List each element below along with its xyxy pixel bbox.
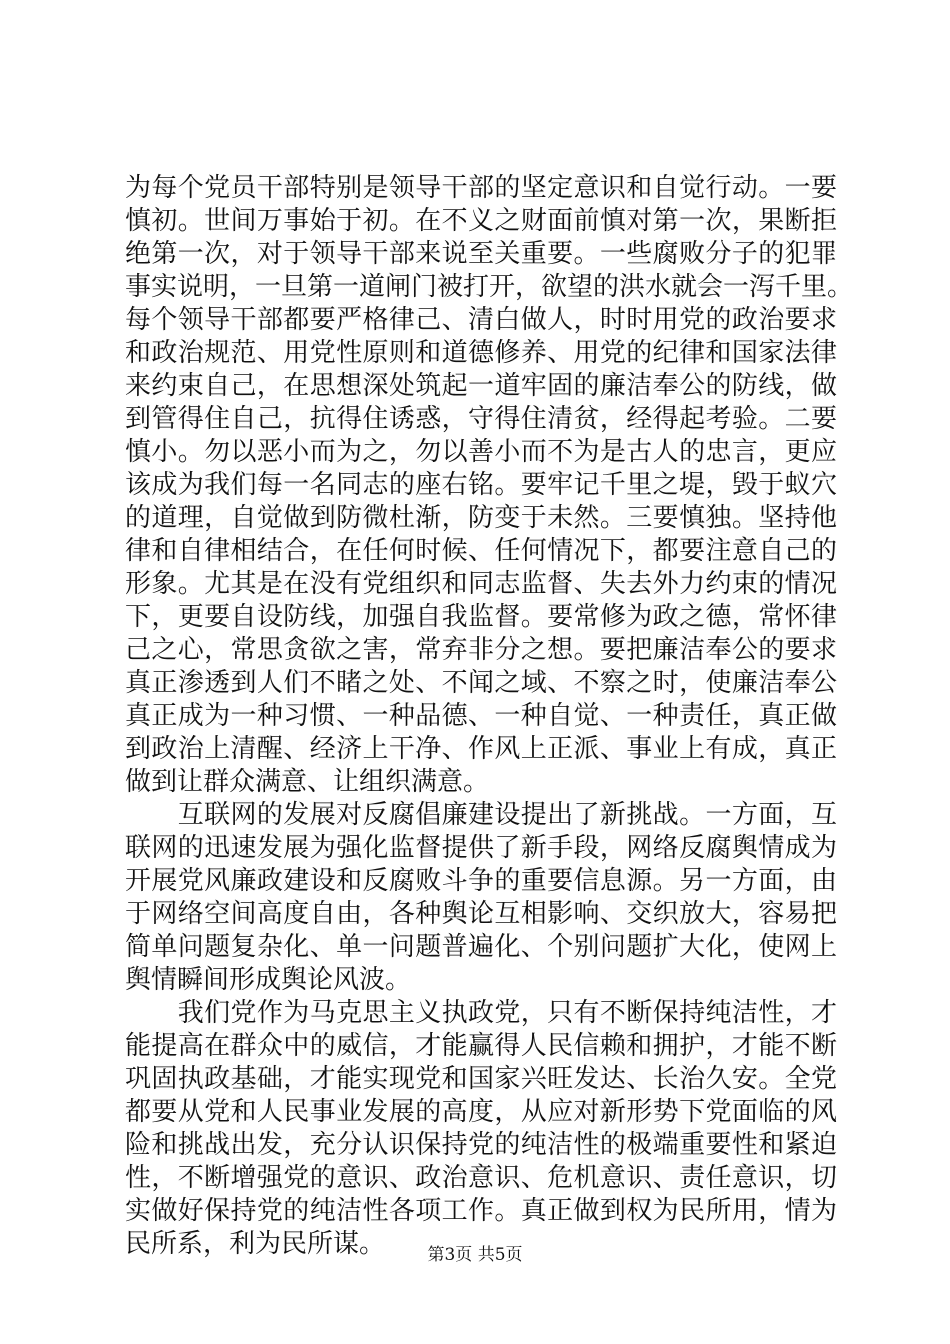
text-line: 真正渗透到人们不睹之处、不闻之域、不察之时，使廉洁奉公 bbox=[125, 668, 837, 698]
text-line: 简单问题复杂化、单一问题普遍化、个别问题扩大化，使网上 bbox=[125, 932, 837, 962]
text-line: 我们党作为马克思主义执政党，只有不断保持纯洁性，才 bbox=[125, 998, 837, 1028]
document-body bbox=[125, 172, 854, 1261]
text-line: 下，更要自设防线，加强自我监督。要常修为政之德，常怀律 bbox=[125, 602, 837, 632]
text-line: 为每个党员干部特别是领导干部的坚定意识和自觉行动。一要 bbox=[125, 173, 837, 203]
text-line: 实做好保持党的纯洁性各项工作。真正做到权为民所用，情为 bbox=[125, 1196, 837, 1226]
text-line: 每个领导干部都要严格律己、清白做人，时时用党的政治要求 bbox=[125, 305, 837, 335]
text-line: 真正成为一种习惯、一种品德、一种自觉、一种责任，真正做 bbox=[125, 701, 837, 731]
text-line: 慎小。勿以恶小而为之，勿以善小而不为是古人的忠言，更应 bbox=[125, 437, 837, 467]
text-line: 于网络空间高度自由，各种舆论互相影响、交织放大，容易把 bbox=[125, 899, 837, 929]
paragraph-2 bbox=[125, 799, 837, 997]
text-line: 舆情瞬间形成舆论风波。 bbox=[125, 965, 412, 995]
text-line: 能提高在群众中的威信，才能赢得人民信赖和拥护，才能不断 bbox=[125, 1031, 837, 1061]
text-line: 来约束自己，在思想深处筑起一道牢固的廉洁奉公的防线，做 bbox=[125, 371, 837, 401]
text-line: 险和挑战出发，充分认识保持党的纯洁性的极端重要性和紧迫 bbox=[125, 1130, 837, 1160]
page-footer bbox=[0, 1243, 950, 1267]
text-line: 巩固执政基础，才能实现党和国家兴旺发达、长治久安。全党 bbox=[125, 1064, 837, 1094]
text-line: 联网的迅速发展为强化监督提供了新手段，网络反腐舆情成为 bbox=[125, 833, 837, 863]
text-line: 都要从党和人民事业发展的高度，从应对新形势下党面临的风 bbox=[125, 1097, 837, 1127]
text-line: 绝第一次，对于领导干部来说至关重要。一些腐败分子的犯罪 bbox=[125, 239, 837, 269]
text-line: 该成为我们每一名同志的座右铭。要牢记千里之堤，毁于蚁穴 bbox=[125, 470, 837, 500]
text-line: 事实说明，一旦第一道闸门被打开，欲望的洪水就会一泻千里。 bbox=[125, 272, 854, 302]
text-line: 己之心，常思贪欲之害，常弃非分之想。要把廉洁奉公的要求 bbox=[125, 635, 837, 665]
paragraph-3 bbox=[125, 997, 837, 1261]
text-line: 到政治上清醒、经济上干净、作风上正派、事业上有成，真正 bbox=[125, 734, 837, 764]
text-line: 慎初。世间万事始于初。在不义之财面前慎对第一次，果断拒 bbox=[125, 206, 837, 236]
text-line: 的道理，自觉做到防微杜渐，防变于未然。三要慎独。坚持他 bbox=[125, 503, 837, 533]
page-number: 第3页 共5页 bbox=[427, 1245, 523, 1265]
text-line: 做到让群众满意、让组织满意。 bbox=[125, 767, 490, 797]
text-line: 互联网的发展对反腐倡廉建设提出了新挑战。一方面，互 bbox=[125, 800, 837, 830]
text-line: 民所系，利为民所谋。 bbox=[125, 1229, 386, 1259]
text-line: 律和自律相结合，在任何时候、任何情况下，都要注意自己的 bbox=[125, 536, 837, 566]
text-line: 开展党风廉政建设和反腐败斗争的重要信息源。另一方面，由 bbox=[125, 866, 837, 896]
text-line: 和政治规范、用党性原则和道德修养、用党的纪律和国家法律 bbox=[125, 338, 837, 368]
paragraph-1 bbox=[125, 172, 854, 799]
text-line: 到管得住自己，抗得住诱惑，守得住清贫，经得起考验。二要 bbox=[125, 404, 837, 434]
text-line: 性，不断增强党的意识、政治意识、危机意识、责任意识，切 bbox=[125, 1163, 837, 1193]
text-line: 形象。尤其是在没有党组织和同志监督、失去外力约束的情况 bbox=[125, 569, 837, 599]
